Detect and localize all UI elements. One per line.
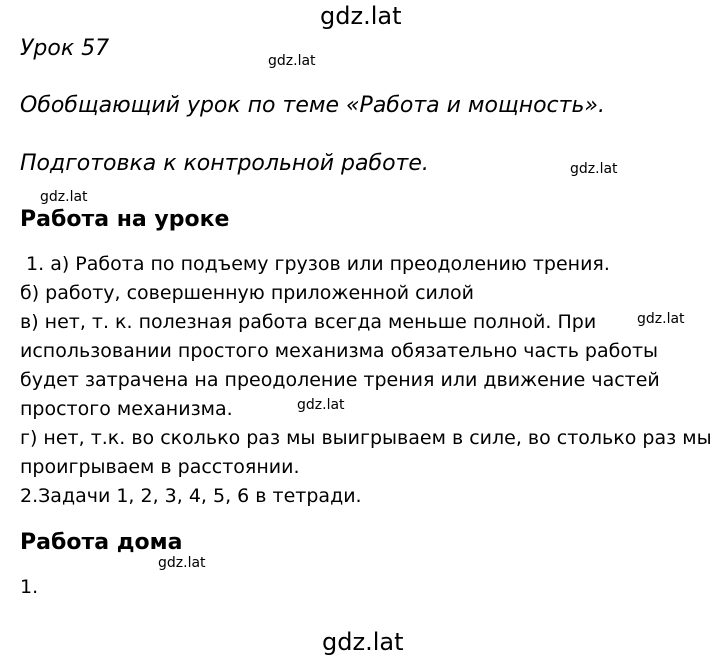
answer-line: будет затрачена на преодоление трения или движение частей xyxy=(20,369,660,391)
watermark: gdz.lat xyxy=(40,189,88,205)
classwork-heading: Работа на уроке xyxy=(20,207,230,232)
lesson-topic: Обобщающий урок по теме «Работа и мощность». xyxy=(20,93,605,118)
answer-line: простого механизма. xyxy=(20,398,233,420)
lesson-subtitle: Подготовка к контрольной работе. xyxy=(20,151,429,176)
answer-line: использовании простого механизма обязательно часть работы xyxy=(20,340,659,362)
watermark: gdz.lat xyxy=(637,311,685,327)
answer-line: б) работу, совершенную приложенной силой xyxy=(20,282,474,304)
answer-line: проигрываем в расстоянии. xyxy=(20,456,300,478)
answer-line: 2.Задачи 1, 2, 3, 4, 5, 6 в тетради. xyxy=(20,485,362,507)
answer-line: 1. а) Работа по подъему грузов или преодолению трения. xyxy=(20,253,610,275)
lesson-number: Урок 57 xyxy=(20,36,110,61)
watermark-top: gdz.lat xyxy=(320,2,402,30)
homework-line: 1. xyxy=(20,576,39,598)
watermark: gdz.lat xyxy=(268,53,316,69)
watermark: gdz.lat xyxy=(158,555,206,571)
answer-line: в) нет, т. к. полезная работа всегда меньше полной. При xyxy=(20,311,597,333)
classwork-answers xyxy=(20,250,712,511)
watermark-bottom: gdz.lat xyxy=(322,628,404,656)
answer-line: г) нет, т.к. во сколько раз мы выигрываем в силе, во столько раз мы xyxy=(20,427,712,449)
watermark: gdz.lat xyxy=(297,397,345,413)
homework-heading: Работа дома xyxy=(20,530,183,555)
watermark: gdz.lat xyxy=(570,161,618,177)
